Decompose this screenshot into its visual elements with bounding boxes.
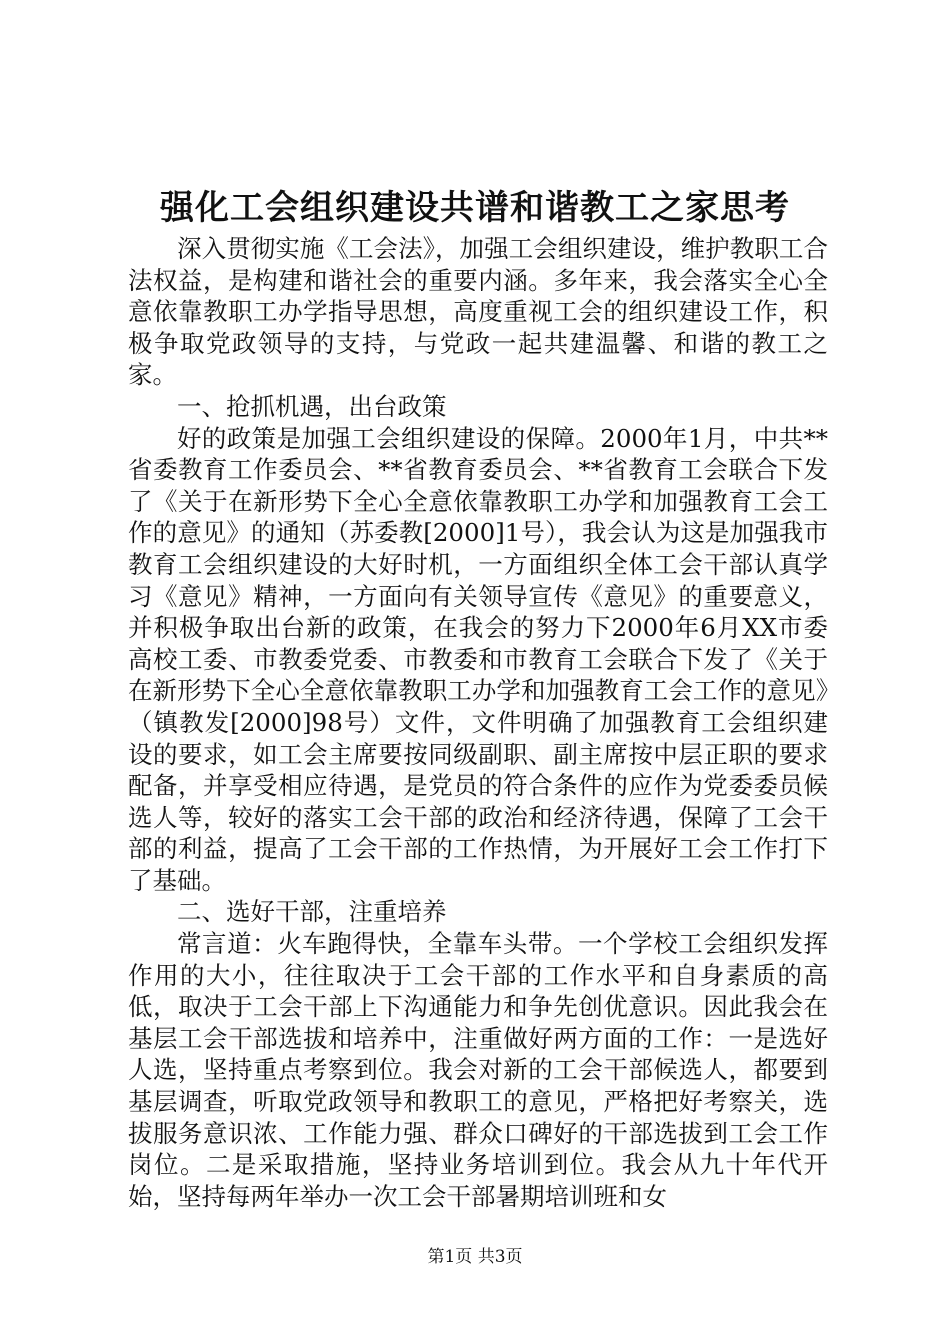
section-heading-1: 一、抢抓机遇，出台政策 <box>177 391 447 421</box>
document-title: 强化工会组织建设共谱和谐教工之家思考 <box>160 188 790 228</box>
paragraph-intro: 深入贯彻实施《工会法》，加强工会组织建设，维护教职工合法权益，是构建和谐社会的重要内涵。多年来，我会落实全心全意依靠教职工办学指导思想，高度重视工会的组织建设工作，积极争取党政领导的支持，与党政一起共建温馨、和谐的教工之家。 <box>128 234 828 390</box>
paragraph-policy: 好的政策是加强工会组织建设的保障。2000年1月，中共**省委教育工作委员会、**省教育委员会、**省教育工会联合下发了《关于在新形势下全心全意依靠教职工办学和加强教育工会工作的意见》的通知（苏委教[2000]1号），我会认为这是加强我市教育工会组织建设的大好时机，一方面组织全体工会干部认真学习《意见》精神，一方面向有关领导宣传《意见》的重要意义，并积极争取出台新的政策，在我会的努力下2000年6月XX市委高校工委、市教委党委、市教委和市教育工会联合下发了《关于在新形势下全心全意依靠教职工办学和加强教育工会工作的意见》（镇教发[2000]98号）文件，文件明确了加强教育工会组织建设的要求，如工会主席要按同级副职、副主席按中层正职的要求配备，并享受相应待遇，是党员的符合条件的应作为党委委员候选人等，较好的落实工会干部的政治和经济待遇，保障了工会干部的利益，提高了工会干部的工作热情，为开展好工会工作打下了基础。 <box>128 423 828 895</box>
section-heading-2: 二、选好干部，注重培养 <box>177 897 447 927</box>
document-body <box>128 233 828 1212</box>
page-footer: 第1页 共3页 <box>427 1247 523 1267</box>
paragraph-cadres: 常言道：火车跑得快，全靠车头带。一个学校工会组织发挥作用的大小，往往取决于工会干部的工作水平和自身素质的高低，取决于工会干部上下沟通能力和争先创优意识。因此我会在基层工会干部选拔和培养中，注重做好两方面的工作：一是选好人选，坚持重点考察到位。我会对新的工会干部候选人，都要到基层调查，听取党政领导和教职工的意见，严格把好考察关，选拔服务意识浓、工作能力强、群众口碑好的干部选拔到工会工作岗位。二是采取措施，坚持业务培训到位。我会从九十年代开始，坚持每两年举办一次工会干部暑期培训班和女 <box>128 929 828 1211</box>
